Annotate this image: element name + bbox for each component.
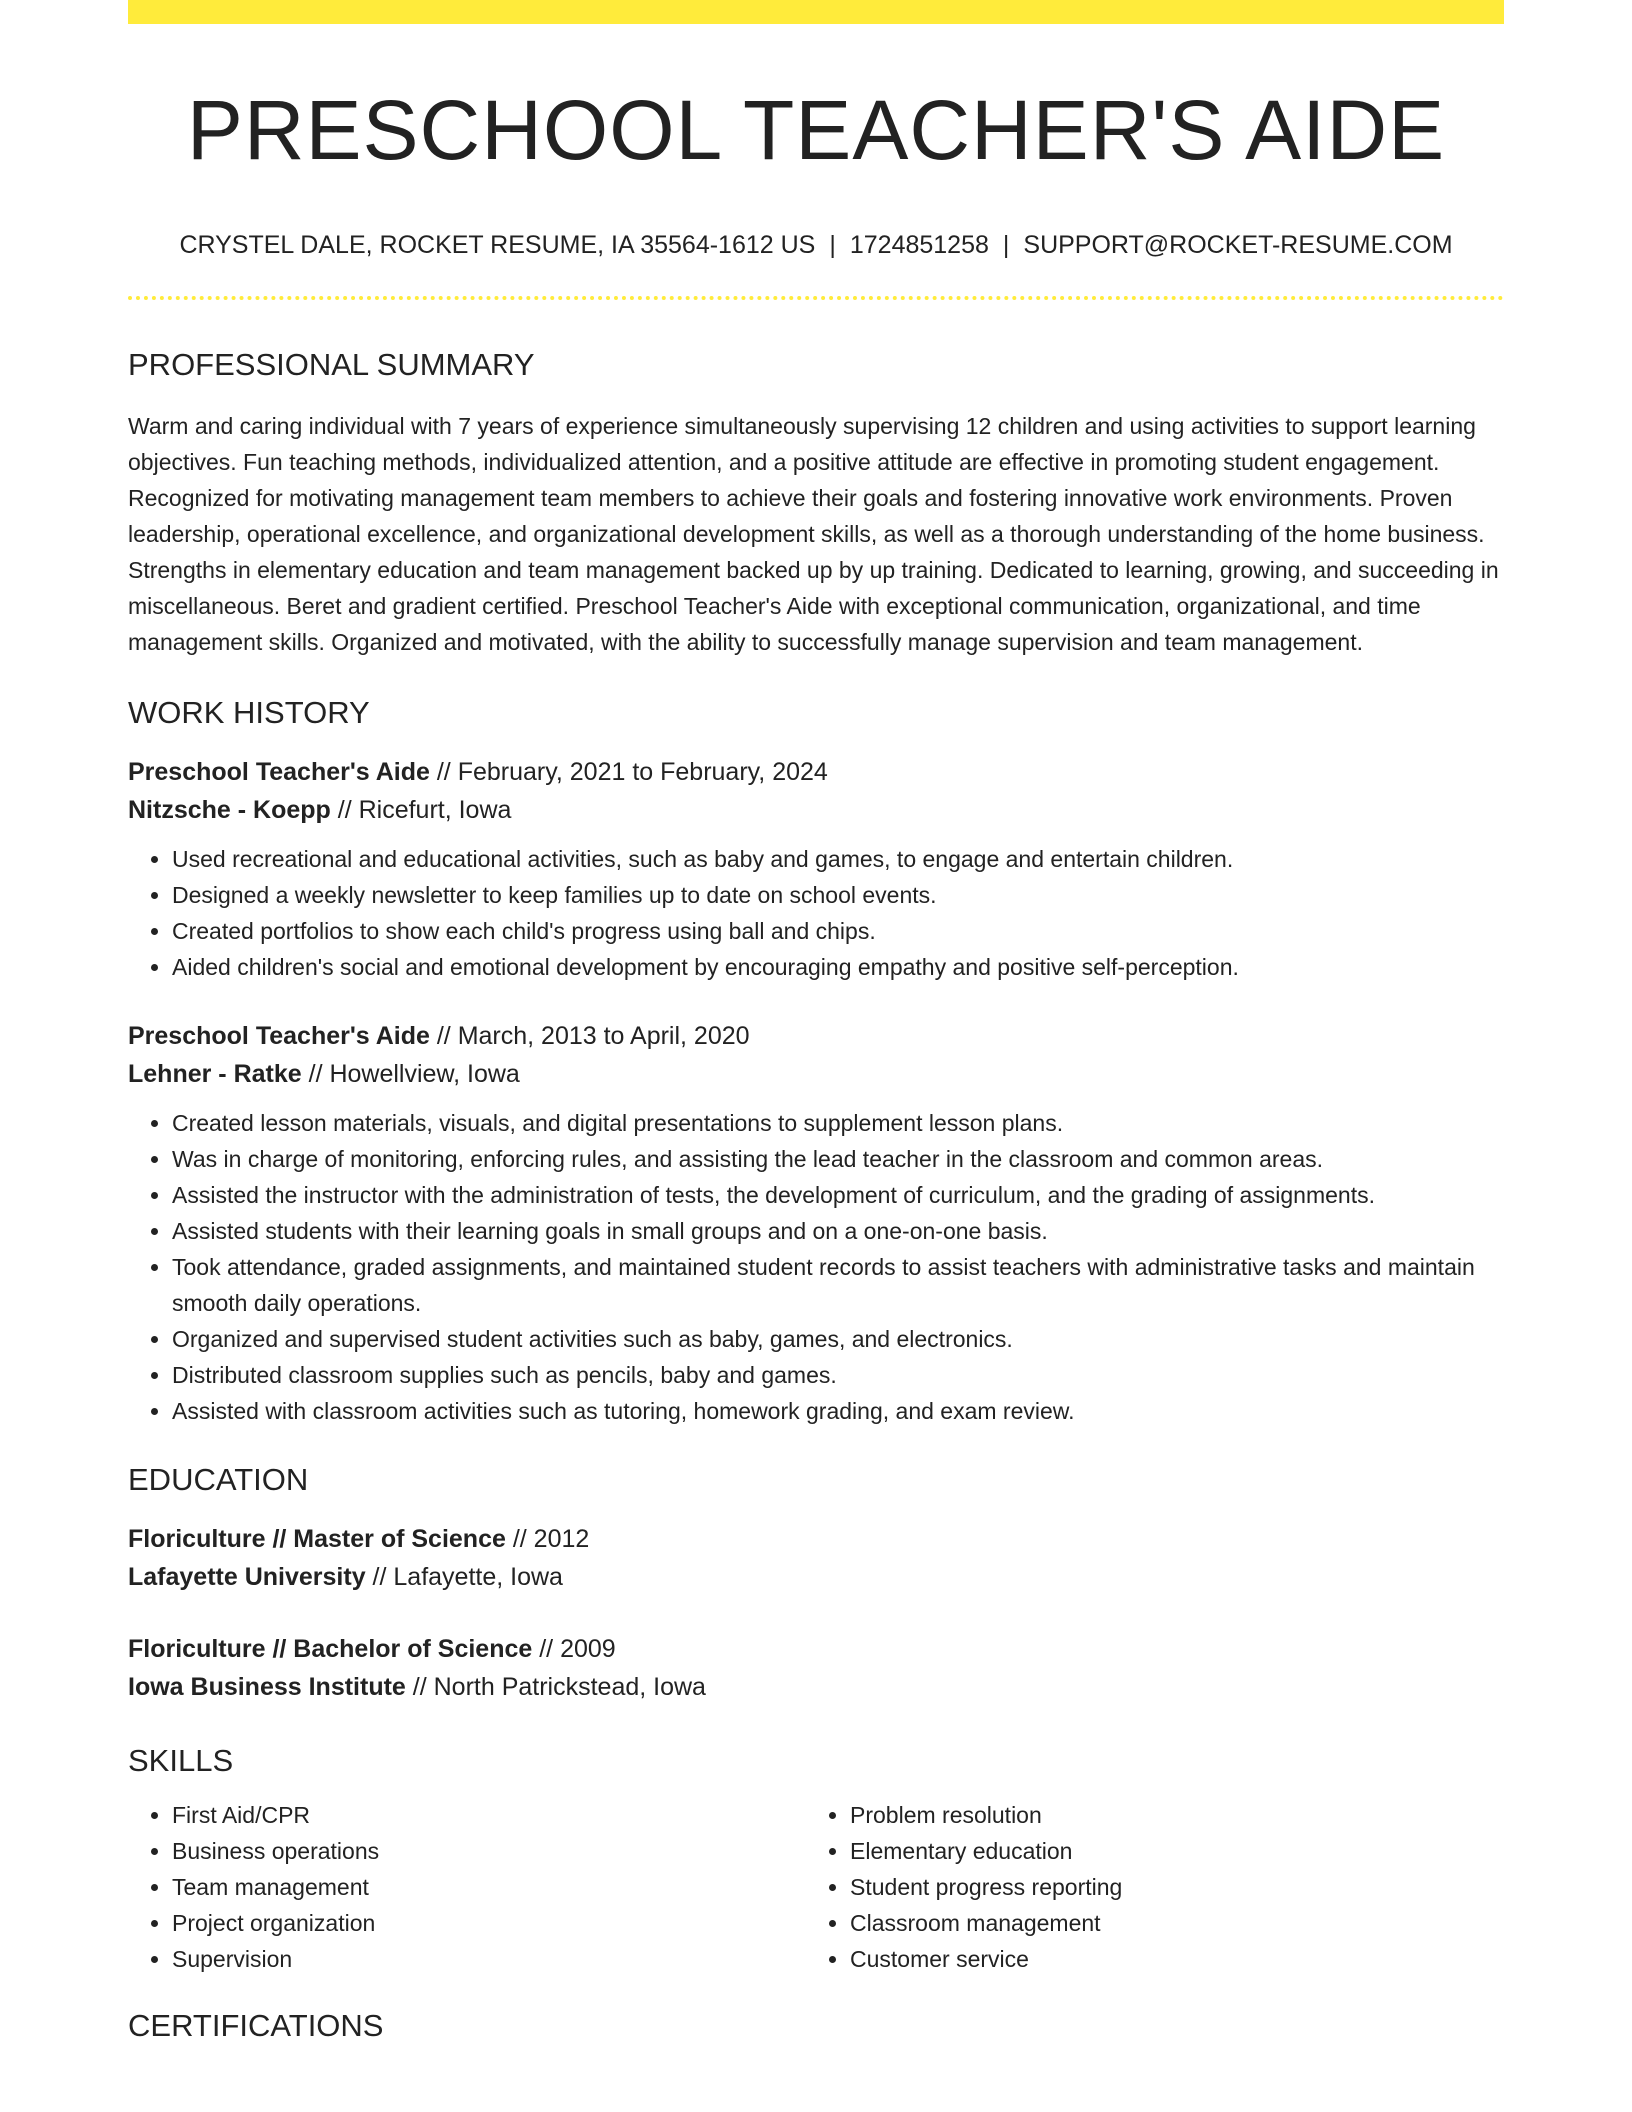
job-entry xyxy=(128,1017,1504,1429)
skill-item: • Student progress reporting xyxy=(850,1869,1484,1905)
skill-item: • Team management xyxy=(172,1869,806,1905)
edu-location: // Lafayette, Iowa xyxy=(365,1562,563,1591)
contact-line xyxy=(128,230,1504,260)
job-title: Preschool Teacher's Aide xyxy=(128,1021,430,1050)
skill-item: • Problem resolution xyxy=(850,1797,1484,1833)
skill-item: • Supervision xyxy=(172,1941,806,1977)
job-title-line xyxy=(128,1017,1504,1055)
skill-item: • Elementary education xyxy=(850,1833,1484,1869)
job-entry xyxy=(128,753,1504,985)
edu-degree-line xyxy=(128,1630,1504,1668)
job-bullets xyxy=(128,1105,1504,1429)
section-heading: WORK HISTORY xyxy=(128,694,370,730)
list-item: • Created portfolios to show each child's progress using ball and chips. xyxy=(172,913,1504,949)
skill-item: • Customer service xyxy=(850,1941,1484,1977)
section-skills xyxy=(128,1742,1504,1977)
edu-school: Iowa Business Institute xyxy=(128,1672,406,1701)
edu-school: Lafayette University xyxy=(128,1562,366,1591)
edu-school-line xyxy=(128,1558,1504,1596)
list-item: • Organized and supervised student activities such as baby, games, and electronics. xyxy=(172,1321,1504,1357)
list-item: • Designed a weekly newsletter to keep families up to date on school events. xyxy=(172,877,1504,913)
section-professional-summary xyxy=(128,346,1504,659)
edu-degree: Floriculture // Master of Science xyxy=(128,1524,506,1553)
edu-school-line xyxy=(128,1668,1504,1706)
list-item: • Assisted with classroom activities such as tutoring, homework grading, and exam review. xyxy=(172,1393,1504,1429)
education-entry xyxy=(128,1520,1504,1596)
job-dates: // March, 2013 to April, 2020 xyxy=(429,1021,750,1050)
section-certifications xyxy=(128,2007,1504,2044)
contact-address: CRYSTEL DALE, ROCKET RESUME, IA 35564-1612 US xyxy=(179,231,816,260)
skills-column-left xyxy=(128,1797,806,1977)
job-company: Lehner - Ratke xyxy=(128,1059,302,1088)
list-item: • Aided children's social and emotional development by encouraging empathy and positive self-perception. xyxy=(172,949,1504,985)
job-company-line xyxy=(128,791,1504,829)
page-title: PRESCHOOL TEACHER'S AIDE xyxy=(186,83,1446,177)
edu-year: // 2012 xyxy=(505,1524,590,1553)
section-work-history xyxy=(128,694,1504,1429)
list-item: • Took attendance, graded assignments, and maintained student records to assist teachers with administrative tasks and maintain smooth daily operations. xyxy=(172,1249,1504,1321)
job-title: Preschool Teacher's Aide xyxy=(128,757,430,786)
section-heading: CERTIFICATIONS xyxy=(128,2008,384,2044)
contact-email: SUPPORT@ROCKET-RESUME.COM xyxy=(1023,231,1453,260)
list-item: • Distributed classroom supplies such as pencils, baby and games. xyxy=(172,1357,1504,1393)
job-title-line xyxy=(128,753,1504,791)
contact-separator: | xyxy=(829,231,836,260)
dotted-divider xyxy=(128,296,1504,300)
section-heading: SKILLS xyxy=(128,1742,234,1778)
edu-location: // North Patrickstead, Iowa xyxy=(405,1672,706,1701)
education-entry xyxy=(128,1630,1504,1706)
job-dates: // February, 2021 to February, 2024 xyxy=(429,757,828,786)
skill-item: • Business operations xyxy=(172,1833,806,1869)
edu-degree-line xyxy=(128,1520,1504,1558)
list-item: • Was in charge of monitoring, enforcing rules, and assisting the lead teacher in the classroom and common areas. xyxy=(172,1141,1504,1177)
job-bullets xyxy=(128,841,1504,985)
skill-item: • Classroom management xyxy=(850,1905,1484,1941)
resume-page xyxy=(128,0,1504,2044)
summary-text: Warm and caring individual with 7 years of experience simultaneously supervising 12 children and using activities to support learning objectives. Fun teaching methods, individualized attention, and a positive attitude are effective in promoting student engagement. Recognized for motivating management team members to achieve their goals and fostering innovative work environments. Proven leadership, operational excellence, and organizational development skills, as well as a thorough understanding of the home business. Strengths in elementary education and team management backed up by up training. Dedicated to learning, growing, and succeeding in miscellaneous. Beret and gradient certified. Preschool Teacher's Aide with exceptional communication, organizational, and time management skills. Organized and motivated, with the ability to successfully manage supervision and team management. xyxy=(128,412,1499,655)
list-item: • Assisted students with their learning goals in small groups and on a one-on-one basis. xyxy=(172,1213,1504,1249)
section-heading: EDUCATION xyxy=(128,1461,309,1497)
skills-column-right xyxy=(806,1797,1484,1977)
list-item: • Assisted the instructor with the administration of tests, the development of curriculum, and the grading of assignments. xyxy=(172,1177,1504,1213)
edu-year: // 2009 xyxy=(532,1634,616,1663)
skills-grid xyxy=(128,1797,1504,1977)
job-company: Nitzsche - Koepp xyxy=(128,795,331,824)
section-heading: PROFESSIONAL SUMMARY xyxy=(128,347,535,383)
skill-item: • Project organization xyxy=(172,1905,806,1941)
top-accent-bar xyxy=(128,0,1504,24)
list-item: • Created lesson materials, visuals, and digital presentations to supplement lesson plans. xyxy=(172,1105,1504,1141)
contact-separator: | xyxy=(1002,231,1010,260)
skill-item: • First Aid/CPR xyxy=(172,1797,806,1833)
job-location: // Howellview, Iowa xyxy=(301,1059,520,1088)
list-item: • Used recreational and educational activities, such as baby and games, to engage and entertain children. xyxy=(172,841,1504,877)
job-location: // Ricefurt, Iowa xyxy=(330,795,512,824)
edu-degree: Floriculture // Bachelor of Science xyxy=(128,1634,533,1663)
job-company-line xyxy=(128,1055,1504,1093)
contact-phone: 1724851258 xyxy=(849,231,989,260)
section-education xyxy=(128,1461,1504,1706)
